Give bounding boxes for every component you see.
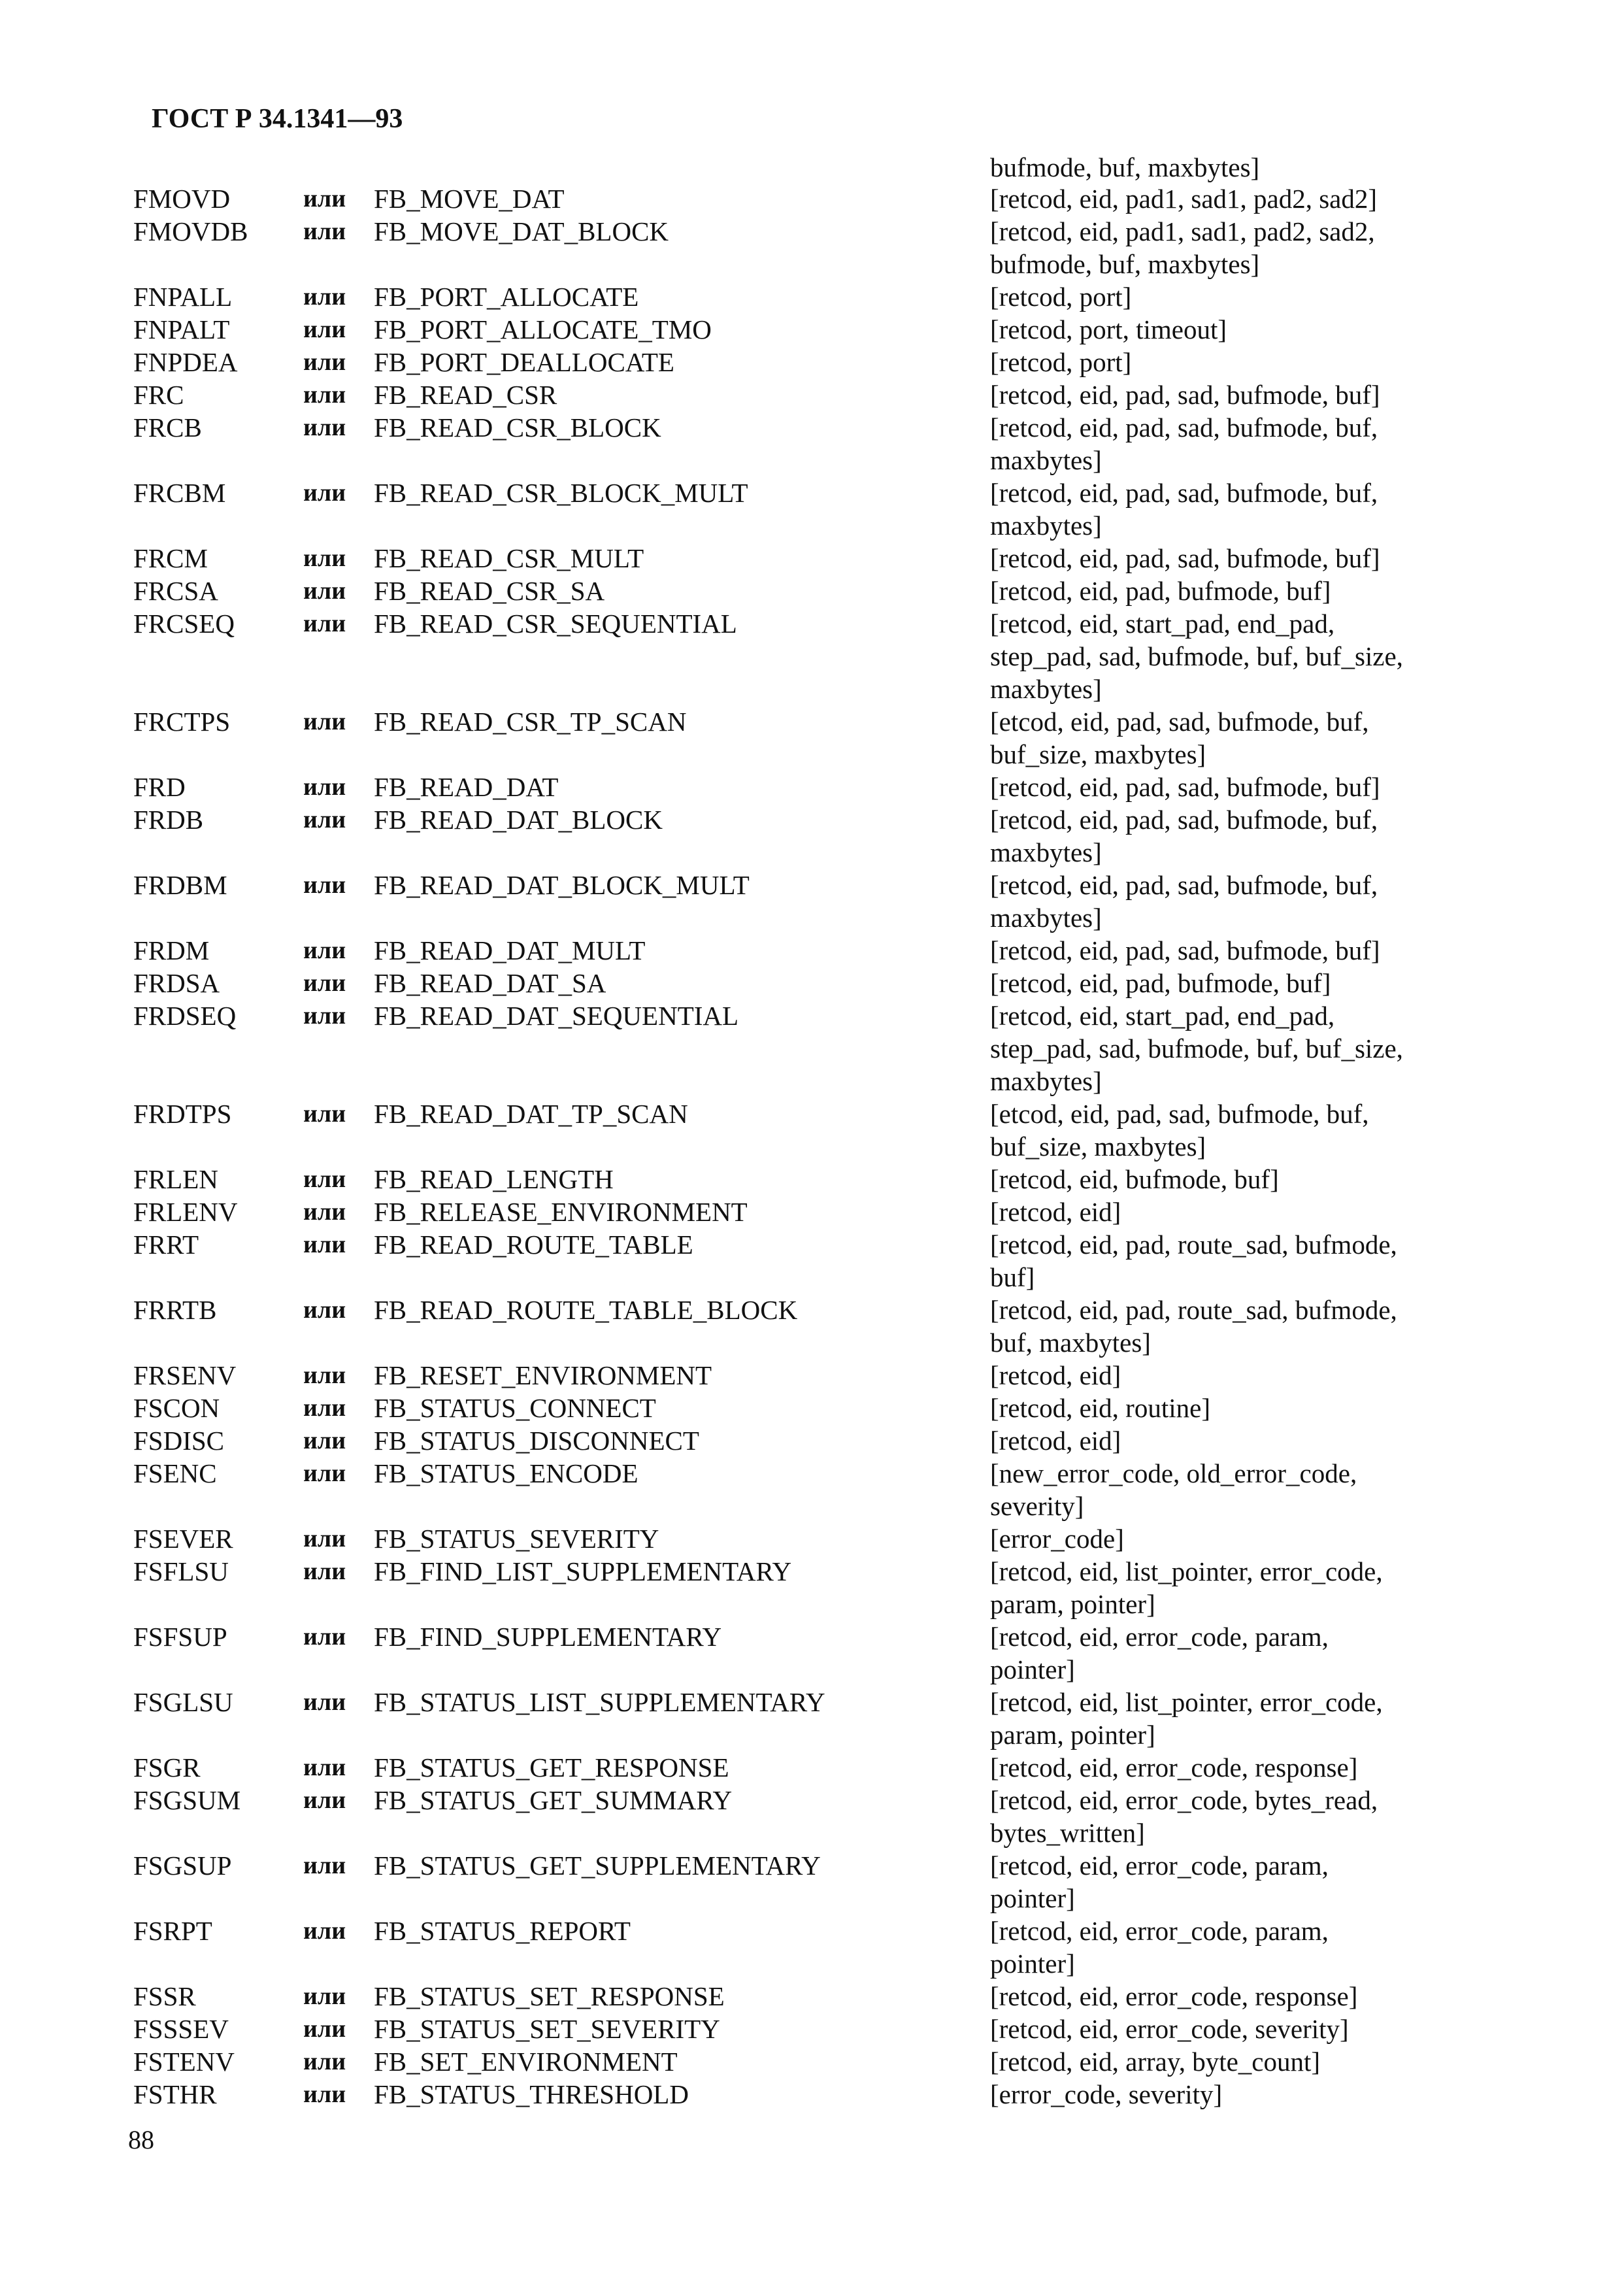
function-parameters (990, 803, 1487, 869)
conjunction-label: или (303, 1786, 346, 1814)
table-row (0, 1392, 1624, 1424)
conjunction-label: или (303, 969, 346, 997)
function-parameters (990, 934, 1487, 967)
function-abbreviation: FRLEN (133, 1164, 218, 1194)
function-abbreviation: FRD (133, 772, 186, 802)
parameter-line: pointer] (990, 1883, 1075, 1913)
parameter-line: [retcod, eid, list_pointer, error_code, (990, 1556, 1383, 1586)
table-row (0, 280, 1624, 313)
function-parameters (990, 542, 1487, 575)
conjunction-label: или (303, 937, 346, 964)
parameter-line: [etcod, eid, pad, sad, bufmode, buf, (990, 1099, 1369, 1129)
table-row (0, 313, 1624, 346)
function-abbreviation: FSTHR (133, 2079, 217, 2109)
function-full-name: FB_RELEASE_ENVIRONMENT (374, 1197, 748, 1227)
table-row (0, 378, 1624, 411)
parameter-line: [retcod, eid, pad, sad, bufmode, buf] (990, 935, 1380, 965)
function-abbreviation: FMOVDB (133, 216, 248, 246)
parameter-line: [retcod, eid, routine] (990, 1393, 1210, 1423)
parameter-line: maxbytes] (990, 903, 1102, 933)
function-full-name: FB_PORT_ALLOCATE (374, 282, 639, 312)
table-row (0, 1457, 1624, 1522)
function-parameters (990, 1424, 1487, 1457)
function-full-name: FB_READ_CSR_BLOCK_MULT (374, 478, 748, 508)
parameter-line: [retcod, eid, pad, sad, bufmode, buf, (990, 412, 1378, 443)
function-abbreviation: FRDBM (133, 870, 227, 900)
parameter-line: param, pointer] (990, 1589, 1155, 1619)
parameter-line: param, pointer] (990, 1720, 1155, 1750)
parameter-line: [retcod, eid] (990, 1426, 1121, 1456)
function-abbreviation: FSRPT (133, 1916, 212, 1946)
parameter-line: [new_error_code, old_error_code, (990, 1458, 1357, 1488)
function-abbreviation: FNPDEA (133, 347, 238, 377)
table-row (0, 575, 1624, 607)
table-row (0, 1686, 1624, 1751)
function-full-name: FB_READ_ROUTE_TABLE_BLOCK (374, 1295, 798, 1325)
function-parameters (990, 1228, 1487, 1294)
function-full-name: FB_RESET_ENVIRONMENT (374, 1360, 712, 1390)
function-full-name: FB_STATUS_SEVERITY (374, 1524, 659, 1554)
table-row (0, 2013, 1624, 2045)
parameter-line: step_pad, sad, bufmode, buf, buf_size, (990, 641, 1403, 671)
function-parameters (990, 1097, 1487, 1163)
conjunction-label: или (303, 1688, 346, 1716)
function-abbreviation: FSFLSU (133, 1556, 229, 1586)
function-parameters (990, 1980, 1487, 2013)
function-abbreviation: FSEVER (133, 1524, 233, 1554)
conjunction-label: или (303, 773, 346, 801)
function-abbreviation: FSFSUP (133, 1622, 227, 1652)
parameter-line: [retcod, eid, error_code, severity] (990, 2014, 1349, 2044)
function-abbreviation: FRC (133, 380, 184, 410)
parameter-line: bytes_written] (990, 1818, 1145, 1848)
table-row (0, 771, 1624, 803)
parameter-line: [retcod, eid, pad, sad, bufmode, buf] (990, 543, 1380, 573)
conjunction-label: или (303, 1623, 346, 1650)
function-full-name: FB_READ_DAT_BLOCK_MULT (374, 870, 750, 900)
page-header: ГОСТ Р 34.1341—93 (152, 104, 403, 134)
function-parameters (990, 705, 1487, 771)
parameter-line: [retcod, eid, pad1, sad1, pad2, sad2] (990, 184, 1378, 214)
function-full-name: FB_STATUS_ENCODE (374, 1458, 638, 1488)
function-full-name: FB_STATUS_REPORT (374, 1916, 631, 1946)
function-full-name: FB_STATUS_GET_SUPPLEMENTARY (374, 1850, 821, 1881)
parameter-line: [retcod, eid, pad, sad, bufmode, buf] (990, 772, 1380, 802)
function-parameters (990, 1522, 1487, 1555)
parameter-line: [retcod, port] (990, 347, 1132, 377)
function-parameters (990, 967, 1487, 999)
conjunction-label: или (303, 871, 346, 899)
function-abbreviation: FSDISC (133, 1426, 225, 1456)
function-table (0, 182, 1624, 2111)
function-abbreviation: FRDSA (133, 968, 220, 998)
table-row (0, 542, 1624, 575)
conjunction-label: или (303, 479, 346, 507)
table-row (0, 869, 1624, 934)
function-parameters (990, 215, 1487, 280)
function-parameters (990, 182, 1487, 215)
table-row (0, 411, 1624, 477)
table-row (0, 477, 1624, 542)
parameter-line: maxbytes] (990, 1066, 1102, 1096)
function-full-name: FB_STATUS_CONNECT (374, 1393, 656, 1423)
parameter-line: maxbytes] (990, 445, 1102, 475)
function-abbreviation: FRCM (133, 543, 208, 573)
function-full-name: FB_READ_DAT_MULT (374, 935, 646, 965)
conjunction-label: или (303, 1100, 346, 1128)
function-abbreviation: FSGSUM (133, 1785, 241, 1815)
function-full-name: FB_MOVE_DAT (374, 184, 565, 214)
conjunction-label: или (303, 185, 346, 212)
function-full-name: FB_FIND_LIST_SUPPLEMENTARY (374, 1556, 792, 1586)
parameter-line: buf] (990, 1262, 1035, 1292)
function-full-name: FB_STATUS_LIST_SUPPLEMENTARY (374, 1687, 825, 1717)
function-parameters (990, 346, 1487, 378)
function-parameters (990, 1915, 1487, 1980)
function-abbreviation: FRCBM (133, 478, 226, 508)
parameter-line: [retcod, eid, array, byte_count] (990, 2047, 1321, 2077)
function-abbreviation: FSSR (133, 1981, 196, 2011)
function-parameters (990, 2013, 1487, 2045)
table-row (0, 215, 1624, 280)
table-row (0, 607, 1624, 705)
parameter-line: [retcod, eid, pad, sad, bufmode, buf, (990, 805, 1378, 835)
parameter-line: [error_code, severity] (990, 2079, 1223, 2109)
function-abbreviation: FSENC (133, 1458, 217, 1488)
function-abbreviation: FMOVD (133, 184, 231, 214)
conjunction-label: или (303, 1362, 346, 1389)
parameter-line: [retcod, eid, pad, route_sad, bufmode, (990, 1295, 1397, 1325)
table-row (0, 1784, 1624, 1849)
function-full-name: FB_STATUS_DISCONNECT (374, 1426, 699, 1456)
function-abbreviation: FSGLSU (133, 1687, 233, 1717)
function-full-name: FB_READ_LENGTH (374, 1164, 614, 1194)
conjunction-label: или (303, 610, 346, 637)
parameter-line: [retcod, eid, pad, bufmode, buf] (990, 968, 1331, 998)
function-full-name: FB_READ_DAT_TP_SCAN (374, 1099, 688, 1129)
function-parameters (990, 411, 1487, 477)
table-row (0, 1196, 1624, 1228)
function-parameters (990, 1751, 1487, 1784)
function-parameters (990, 1294, 1487, 1359)
conjunction-label: или (303, 283, 346, 310)
table-row (0, 1620, 1624, 1686)
function-full-name: FB_READ_CSR_MULT (374, 543, 644, 573)
table-row (0, 1163, 1624, 1196)
function-full-name: FB_READ_CSR_TP_SCAN (374, 707, 687, 737)
function-full-name: FB_READ_CSR (374, 380, 557, 410)
function-full-name: FB_STATUS_GET_SUMMARY (374, 1785, 733, 1815)
conjunction-label: или (303, 1917, 346, 1945)
conjunction-label: или (303, 1852, 346, 1879)
conjunction-label: или (303, 381, 346, 409)
table-row (0, 705, 1624, 771)
parameter-line: [retcod, eid, error_code, response] (990, 1752, 1358, 1783)
table-row (0, 1555, 1624, 1620)
conjunction-label: или (303, 2081, 346, 2108)
function-abbreviation: FNPALT (133, 314, 230, 344)
parameter-line: [retcod, port] (990, 282, 1132, 312)
parameter-line: [retcod, eid, error_code, param, (990, 1916, 1329, 1946)
function-parameters (990, 2078, 1487, 2111)
function-abbreviation: FSCON (133, 1393, 220, 1423)
table-row (0, 1097, 1624, 1163)
function-parameters (990, 1392, 1487, 1424)
parameter-line: [retcod, eid, start_pad, end_pad, (990, 1001, 1335, 1031)
parameter-line: [retcod, eid, pad, sad, bufmode, buf, (990, 870, 1378, 900)
function-full-name: FB_PORT_DEALLOCATE (374, 347, 674, 377)
parameter-line: [retcod, eid, pad, sad, bufmode, buf, (990, 478, 1378, 508)
parameter-line: severity] (990, 1491, 1084, 1521)
function-abbreviation: FRCB (133, 412, 202, 443)
parameter-line: [retcod, eid, error_code, response] (990, 1981, 1358, 2011)
function-parameters (990, 771, 1487, 803)
table-row (0, 934, 1624, 967)
conjunction-label: или (303, 544, 346, 572)
function-full-name: FB_FIND_SUPPLEMENTARY (374, 1622, 722, 1652)
function-parameters (990, 280, 1487, 313)
function-full-name: FB_READ_DAT_SA (374, 968, 606, 998)
table-row (0, 1228, 1624, 1294)
function-abbreviation: FSTENV (133, 2047, 235, 2077)
function-parameters (990, 477, 1487, 542)
parameter-line: buf_size, maxbytes] (990, 739, 1206, 769)
function-full-name: FB_READ_CSR_SA (374, 576, 605, 606)
function-full-name: FB_READ_CSR_SEQUENTIAL (374, 609, 737, 639)
conjunction-label: или (303, 1198, 346, 1226)
function-abbreviation: FNPALL (133, 282, 233, 312)
function-abbreviation: FRLENV (133, 1197, 238, 1227)
conjunction-label: или (303, 316, 346, 343)
function-abbreviation: FRSENV (133, 1360, 237, 1390)
parameter-line: [retcod, eid, pad1, sad1, pad2, sad2, (990, 216, 1375, 246)
table-row (0, 967, 1624, 999)
function-full-name: FB_MOVE_DAT_BLOCK (374, 216, 669, 246)
table-row (0, 2078, 1624, 2111)
conjunction-label: или (303, 1165, 346, 1193)
parameter-line: [retcod, eid, error_code, bytes_read, (990, 1785, 1378, 1815)
function-full-name: FB_STATUS_SET_SEVERITY (374, 2014, 720, 2044)
continuation-line: bufmode, buf, maxbytes] (990, 152, 1260, 182)
function-full-name: FB_READ_ROUTE_TABLE (374, 1230, 693, 1260)
function-abbreviation: FRCTPS (133, 707, 231, 737)
conjunction-label: или (303, 1558, 346, 1585)
parameter-line: [retcod, eid] (990, 1197, 1121, 1227)
parameter-line: buf_size, maxbytes] (990, 1131, 1206, 1162)
parameter-line: [retcod, eid, start_pad, end_pad, (990, 609, 1335, 639)
function-full-name: FB_STATUS_THRESHOLD (374, 2079, 689, 2109)
function-parameters (990, 1163, 1487, 1196)
table-row (0, 1915, 1624, 1980)
parameter-line: [retcod, eid, list_pointer, error_code, (990, 1687, 1383, 1717)
function-parameters (990, 378, 1487, 411)
function-abbreviation: FSSSEV (133, 2014, 229, 2044)
function-parameters (990, 1784, 1487, 1849)
parameter-line: pointer] (990, 1949, 1075, 1979)
function-abbreviation: FSGR (133, 1752, 201, 1783)
parameter-line: maxbytes] (990, 837, 1102, 867)
table-row (0, 803, 1624, 869)
conjunction-label: или (303, 414, 346, 441)
parameter-line: pointer] (990, 1654, 1075, 1684)
function-full-name: FB_SET_ENVIRONMENT (374, 2047, 678, 2077)
parameter-line: buf, maxbytes] (990, 1328, 1151, 1358)
table-row (0, 1522, 1624, 1555)
parameter-line: [retcod, port, timeout] (990, 314, 1227, 344)
table-row (0, 1751, 1624, 1784)
function-parameters (990, 999, 1487, 1097)
table-row (0, 999, 1624, 1097)
conjunction-label: или (303, 348, 346, 376)
function-full-name: FB_STATUS_SET_RESPONSE (374, 1981, 725, 2011)
table-row (0, 1849, 1624, 1915)
function-parameters (990, 607, 1487, 705)
conjunction-label: или (303, 1460, 346, 1487)
parameter-line: [retcod, eid, error_code, param, (990, 1622, 1329, 1652)
function-parameters (990, 313, 1487, 346)
function-abbreviation: FRRT (133, 1230, 199, 1260)
conjunction-label: или (303, 1525, 346, 1552)
function-full-name: FB_READ_CSR_BLOCK (374, 412, 661, 443)
parameter-line: [retcod, eid, pad, bufmode, buf] (990, 576, 1331, 606)
function-parameters (990, 1196, 1487, 1228)
table-row (0, 1980, 1624, 2013)
function-full-name: FB_READ_DAT_BLOCK (374, 805, 663, 835)
conjunction-label: или (303, 1754, 346, 1781)
function-abbreviation: FRDSEQ (133, 1001, 237, 1031)
conjunction-label: или (303, 218, 346, 245)
parameter-line: step_pad, sad, bufmode, buf, buf_size, (990, 1033, 1403, 1063)
conjunction-label: или (303, 806, 346, 833)
parameter-line: [retcod, eid, bufmode, buf] (990, 1164, 1279, 1194)
parameter-line: maxbytes] (990, 674, 1102, 704)
function-parameters (990, 869, 1487, 934)
parameter-line: [retcod, eid, pad, sad, bufmode, buf] (990, 380, 1380, 410)
table-row (0, 1424, 1624, 1457)
function-full-name: FB_PORT_ALLOCATE_TMO (374, 314, 712, 344)
conjunction-label: или (303, 1296, 346, 1324)
conjunction-label: или (303, 1427, 346, 1454)
function-parameters (990, 1457, 1487, 1522)
parameter-line: [retcod, eid] (990, 1360, 1121, 1390)
function-parameters (990, 2045, 1487, 2078)
function-full-name: FB_READ_DAT (374, 772, 559, 802)
table-row (0, 1294, 1624, 1359)
parameter-line: [retcod, eid, error_code, param, (990, 1850, 1329, 1881)
conjunction-label: или (303, 2015, 346, 2043)
function-abbreviation: FRCSA (133, 576, 218, 606)
conjunction-label: или (303, 708, 346, 735)
page-number: 88 (128, 2125, 154, 2154)
conjunction-label: или (303, 2048, 346, 2075)
conjunction-label: или (303, 1394, 346, 1422)
function-abbreviation: FRDM (133, 935, 210, 965)
function-abbreviation: FRRTB (133, 1295, 217, 1325)
function-parameters (990, 1849, 1487, 1915)
function-abbreviation: FRDTPS (133, 1099, 232, 1129)
function-parameters (990, 1620, 1487, 1686)
function-parameters (990, 1359, 1487, 1392)
conjunction-label: или (303, 1231, 346, 1258)
conjunction-label: или (303, 577, 346, 605)
conjunction-label: или (303, 1002, 346, 1029)
function-full-name: FB_READ_DAT_SEQUENTIAL (374, 1001, 739, 1031)
parameter-line: [error_code] (990, 1524, 1124, 1554)
function-abbreviation: FSGSUP (133, 1850, 232, 1881)
function-abbreviation: FRCSEQ (133, 609, 235, 639)
table-row (0, 2045, 1624, 2078)
function-full-name: FB_STATUS_GET_RESPONSE (374, 1752, 729, 1783)
table-row (0, 182, 1624, 215)
function-parameters (990, 575, 1487, 607)
function-abbreviation: FRDB (133, 805, 204, 835)
parameter-line: bufmode, buf, maxbytes] (990, 249, 1260, 279)
table-row (0, 1359, 1624, 1392)
parameter-line: [retcod, eid, pad, route_sad, bufmode, (990, 1230, 1397, 1260)
function-parameters (990, 1686, 1487, 1751)
conjunction-label: или (303, 1983, 346, 2010)
parameter-line: maxbytes] (990, 510, 1102, 541)
table-row (0, 346, 1624, 378)
parameter-line: [etcod, eid, pad, sad, bufmode, buf, (990, 707, 1369, 737)
function-parameters (990, 1555, 1487, 1620)
